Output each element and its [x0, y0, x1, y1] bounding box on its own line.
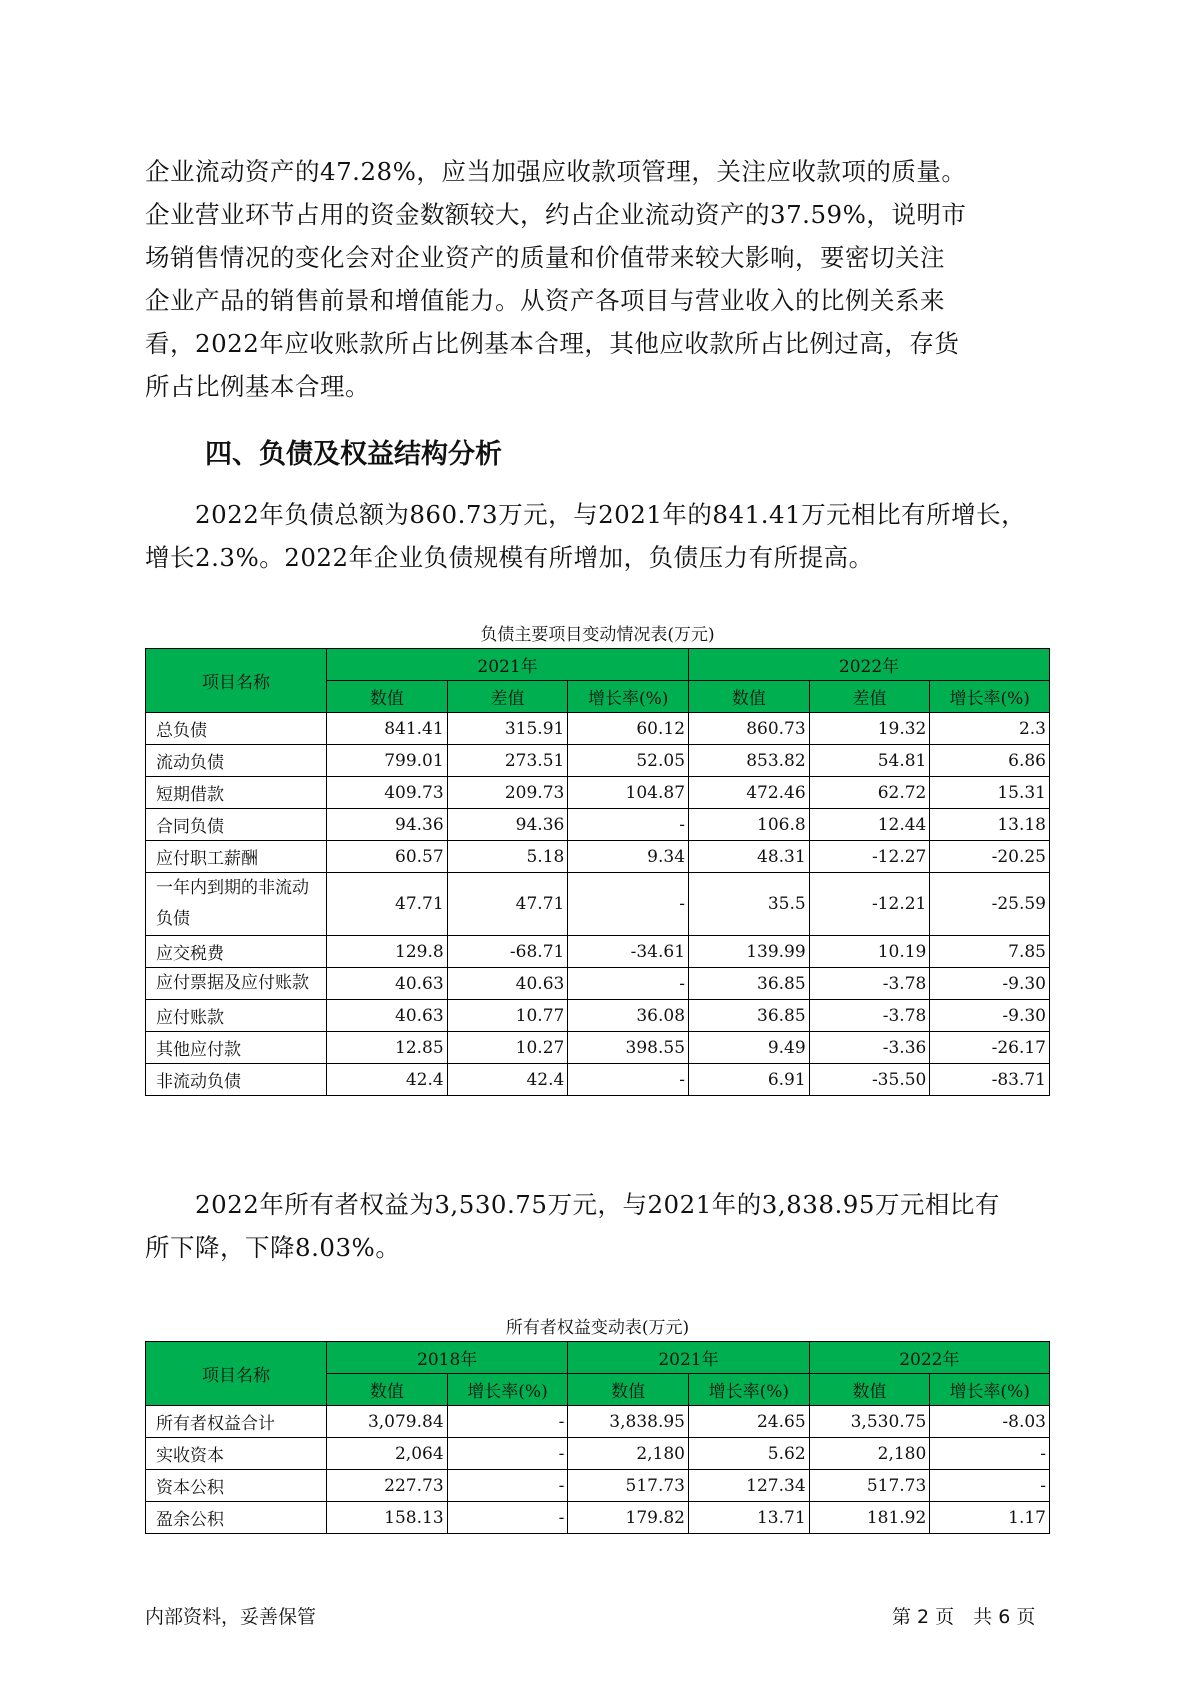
- table-row: [146, 1470, 1050, 1502]
- value-cell: -35.50: [809, 1064, 930, 1096]
- value-cell: -20.25: [930, 841, 1050, 873]
- value-cell: 9.49: [689, 1032, 810, 1064]
- value-cell: 2,180: [809, 1438, 930, 1470]
- value-cell: 40.63: [327, 1000, 448, 1032]
- value-cell: 36.85: [689, 1000, 810, 1032]
- value-cell: 517.73: [568, 1470, 689, 1502]
- value-cell: -8.03: [930, 1406, 1050, 1438]
- value-cell: 3,838.95: [568, 1406, 689, 1438]
- value-cell: 36.08: [568, 1000, 689, 1032]
- row-name-cell: 非流动负债: [146, 1064, 327, 1096]
- text-line: 看，2022年应收账款所占比例基本合理，其他应收款所占比例过高，存货: [145, 329, 960, 358]
- value-cell: -3.78: [809, 1000, 930, 1032]
- row-name-cell: 其他应付款: [146, 1032, 327, 1064]
- sub-header: 差值: [447, 681, 568, 713]
- value-cell: -: [568, 1064, 689, 1096]
- value-cell: 181.92: [809, 1502, 930, 1534]
- year-header: 2022年: [689, 649, 1050, 681]
- value-cell: 139.99: [689, 936, 810, 968]
- row-name-cell: 实收资本: [146, 1438, 327, 1470]
- value-cell: 9.34: [568, 841, 689, 873]
- value-cell: 40.63: [447, 968, 568, 1000]
- value-cell: 35.5: [689, 873, 810, 936]
- value-cell: 799.01: [327, 745, 448, 777]
- table-row: [146, 1032, 1050, 1064]
- value-cell: 5.62: [688, 1438, 809, 1470]
- value-cell: 10.77: [447, 1000, 568, 1032]
- value-cell: 2,064: [327, 1438, 448, 1470]
- value-cell: -: [930, 1438, 1050, 1470]
- footer-confidential-note: 内部资料，妥善保管: [145, 1606, 317, 1628]
- sub-header: 增长率(%): [930, 681, 1050, 713]
- row-name-cell: 资本公积: [146, 1470, 327, 1502]
- value-cell: -34.61: [568, 936, 689, 968]
- body-paragraph-1: [145, 150, 1045, 408]
- value-cell: 2,180: [568, 1438, 689, 1470]
- value-cell: -12.21: [809, 873, 930, 936]
- value-cell: 12.44: [809, 809, 930, 841]
- value-cell: 273.51: [447, 745, 568, 777]
- value-cell: 315.91: [447, 713, 568, 745]
- value-cell: -25.59: [930, 873, 1050, 936]
- value-cell: -: [447, 1470, 568, 1502]
- value-cell: 6.86: [930, 745, 1050, 777]
- text-line: 企业流动资产的47.28%，应当加强应收款项管理，关注应收款项的质量。: [145, 157, 967, 186]
- value-cell: 13.71: [688, 1502, 809, 1534]
- value-cell: 860.73: [689, 713, 810, 745]
- sub-header: 数值: [327, 681, 448, 713]
- value-cell: -26.17: [930, 1032, 1050, 1064]
- row-name-cell: 流动负债: [146, 745, 327, 777]
- text-line: 所占比例基本合理。: [145, 372, 370, 401]
- year-header: 2018年: [327, 1342, 568, 1374]
- text-line: 2022年所有者权益为3,530.75万元，与2021年的3,838.95万元相比有: [145, 1190, 1000, 1219]
- sub-header: 差值: [809, 681, 930, 713]
- table2-caption: 所有者权益变动表(万元): [505, 1318, 690, 1338]
- table-row: [146, 968, 1050, 1000]
- table-row: [146, 1064, 1050, 1096]
- table-row: [146, 745, 1050, 777]
- value-cell: -3.36: [809, 1032, 930, 1064]
- value-cell: 52.05: [568, 745, 689, 777]
- text-line: 增长2.3%。2022年企业负债规模有所增加，负债压力有所提高。: [145, 543, 874, 572]
- value-cell: -: [568, 968, 689, 1000]
- value-cell: -83.71: [930, 1064, 1050, 1096]
- body-paragraph-2: [145, 493, 1045, 579]
- value-cell: -: [447, 1502, 568, 1534]
- value-cell: 104.87: [568, 777, 689, 809]
- name-column-header: 项目名称: [146, 1342, 327, 1406]
- liabilities-table: [145, 648, 1050, 1096]
- table-row: [146, 809, 1050, 841]
- table-row: [146, 1502, 1050, 1534]
- table-row: [146, 936, 1050, 968]
- table-row: [146, 873, 1050, 936]
- value-cell: 15.31: [930, 777, 1050, 809]
- value-cell: -: [930, 1470, 1050, 1502]
- value-cell: 94.36: [327, 809, 448, 841]
- table-row: [146, 841, 1050, 873]
- value-cell: -3.78: [809, 968, 930, 1000]
- value-cell: 472.46: [689, 777, 810, 809]
- year-header: 2021年: [568, 1342, 809, 1374]
- value-cell: 42.4: [327, 1064, 448, 1096]
- value-cell: 19.32: [809, 713, 930, 745]
- value-cell: 10.19: [809, 936, 930, 968]
- year-header: 2021年: [327, 649, 689, 681]
- value-cell: 853.82: [689, 745, 810, 777]
- value-cell: 227.73: [327, 1470, 448, 1502]
- value-cell: 2.3: [930, 713, 1050, 745]
- row-name-cell: 盈余公积: [146, 1502, 327, 1534]
- table-row: [146, 1438, 1050, 1470]
- value-cell: 398.55: [568, 1032, 689, 1064]
- table-row: [146, 777, 1050, 809]
- value-cell: 6.91: [689, 1064, 810, 1096]
- row-name-cell: 应交税费: [146, 936, 327, 968]
- row-name-cell: 应付票据及应付账款: [146, 968, 327, 1000]
- body-paragraph-3: [145, 1183, 1045, 1269]
- value-cell: -: [568, 809, 689, 841]
- value-cell: 40.63: [327, 968, 448, 1000]
- sub-header: 数值: [689, 681, 810, 713]
- value-cell: 1.17: [930, 1502, 1050, 1534]
- text-line: 企业营业环节占用的资金数额较大，约占企业流动资产的37.59%，说明市: [145, 200, 967, 229]
- sub-header: 数值: [568, 1374, 689, 1406]
- row-name-cell: 所有者权益合计: [146, 1406, 327, 1438]
- table1-caption: 负债主要项目变动情况表(万元): [480, 625, 715, 645]
- sub-header: 增长率(%): [930, 1374, 1050, 1406]
- value-cell: 106.8: [689, 809, 810, 841]
- text-line: 2022年负债总额为860.73万元，与2021年的841.41万元相比有所增长，: [145, 500, 1027, 529]
- value-cell: 94.36: [447, 809, 568, 841]
- value-cell: -: [447, 1438, 568, 1470]
- sub-header: 增长率(%): [568, 681, 689, 713]
- value-cell: -9.30: [930, 968, 1050, 1000]
- value-cell: 24.65: [688, 1406, 809, 1438]
- value-cell: 517.73: [809, 1470, 930, 1502]
- value-cell: 209.73: [447, 777, 568, 809]
- sub-header: 数值: [809, 1374, 930, 1406]
- table-row: [146, 1000, 1050, 1032]
- value-cell: 409.73: [327, 777, 448, 809]
- value-cell: 42.4: [447, 1064, 568, 1096]
- value-cell: 158.13: [327, 1502, 448, 1534]
- row-name-cell: 合同负债: [146, 809, 327, 841]
- value-cell: -9.30: [930, 1000, 1050, 1032]
- table-row: [146, 1406, 1050, 1438]
- row-name-cell: 短期借款: [146, 777, 327, 809]
- sub-header: 增长率(%): [688, 1374, 809, 1406]
- value-cell: 10.27: [447, 1032, 568, 1064]
- value-cell: 62.72: [809, 777, 930, 809]
- value-cell: 36.85: [689, 968, 810, 1000]
- value-cell: 3,079.84: [327, 1406, 448, 1438]
- value-cell: 54.81: [809, 745, 930, 777]
- value-cell: 13.18: [930, 809, 1050, 841]
- value-cell: 7.85: [930, 936, 1050, 968]
- text-line: 企业产品的销售前景和增值能力。从资产各项目与营业收入的比例关系来: [145, 286, 945, 315]
- value-cell: 60.12: [568, 713, 689, 745]
- value-cell: 129.8: [327, 936, 448, 968]
- value-cell: -: [447, 1406, 568, 1438]
- value-cell: 47.71: [447, 873, 568, 936]
- value-cell: 179.82: [568, 1502, 689, 1534]
- name-column-header: 项目名称: [146, 649, 327, 713]
- value-cell: 48.31: [689, 841, 810, 873]
- value-cell: 5.18: [447, 841, 568, 873]
- sub-header: 数值: [327, 1374, 448, 1406]
- equity-table: [145, 1341, 1050, 1534]
- value-cell: -: [568, 873, 689, 936]
- value-cell: 60.57: [327, 841, 448, 873]
- value-cell: 841.41: [327, 713, 448, 745]
- value-cell: -12.27: [809, 841, 930, 873]
- value-cell: -68.71: [447, 936, 568, 968]
- value-cell: 3,530.75: [809, 1406, 930, 1438]
- table-row: [146, 713, 1050, 745]
- sub-header: 增长率(%): [447, 1374, 568, 1406]
- text-line: 所下降，下降8.03%。: [145, 1233, 401, 1262]
- section-heading: 四、负债及权益结构分析: [205, 439, 502, 470]
- row-name-cell: 应付账款: [146, 1000, 327, 1032]
- row-name-cell: 应付职工薪酬: [146, 841, 327, 873]
- value-cell: 47.71: [327, 873, 448, 936]
- year-header: 2022年: [809, 1342, 1049, 1374]
- text-line: 场销售情况的变化会对企业资产的质量和价值带来较大影响，要密切关注: [145, 243, 945, 272]
- row-name-cell: 总负债: [146, 713, 327, 745]
- footer-page-number: 第 2 页 共 6 页: [892, 1606, 1036, 1628]
- value-cell: 127.34: [688, 1470, 809, 1502]
- row-name-cell: 一年内到期的非流动负债: [146, 873, 327, 936]
- value-cell: 12.85: [327, 1032, 448, 1064]
